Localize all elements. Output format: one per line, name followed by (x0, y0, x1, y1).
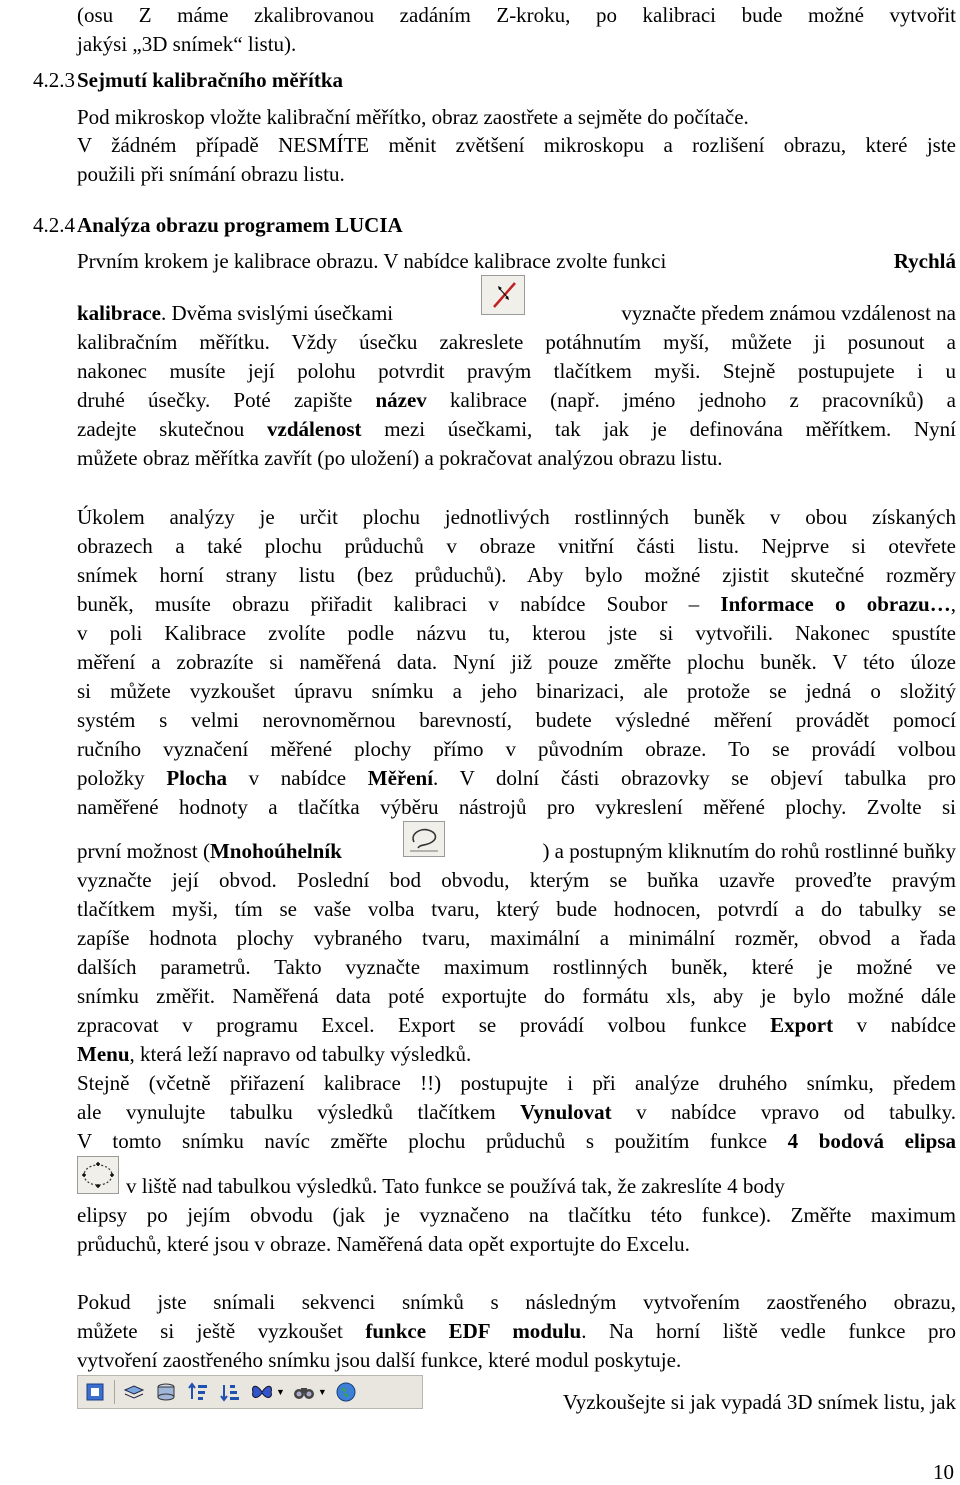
paragraph-line: systém s velmi nerovnoměrnou barevností, budete výsledné měření provádět pomocí (77, 708, 956, 732)
intro-line-1: (osu Z máme zkalibrovanou zadáním Z-kroku, po kalibraci bude možné vytvořit (77, 3, 956, 27)
paragraph-line: kalibračním měřítku. Vždy úsečku zakreslete potáhnutím myší, můžete ji posunout a (77, 330, 956, 354)
sort-down-icon (217, 1379, 243, 1405)
paragraph-line: Úkolem analýzy je určit plochu jednotlivých rostlinných buněk v obou získaných (77, 505, 956, 529)
section-title: Sejmutí kalibračního měřítka (77, 68, 343, 92)
paragraph-line: Stejně (včetně přiřazení kalibrace !!) postupujte i při analýze druhého snímku, předem (77, 1071, 956, 1095)
chevron-down-icon: ▼ (317, 1387, 327, 1397)
paragraph-line: elipsy po jejím obvodu (jak je vyznačeno na tlačítku této funkce). Změřte maximum (77, 1203, 956, 1227)
paragraph-line: měření a zobrazíte si naměřená data. Nyní již pouze změřte plochu buněk. V této úloze (77, 650, 956, 674)
paragraph-line: si můžete vyzkoušet úpravu snímku a jeho binarizaci, ale protože se jedná o složitý (77, 679, 956, 703)
four-point-ellipse-icon (77, 1156, 119, 1194)
paragraph-line: Pokud jste snímali sekvenci snímků s následným vytvořením zaostřeného obrazu, (77, 1290, 956, 1314)
paragraph-line: tlačítkem myši, tím se vaše volba tvaru, který bude hodnocen, potvrdí a do tabulky se (77, 897, 956, 921)
line-measure-icon (481, 275, 525, 315)
paragraph-line: vyznačte předem známou vzdálenost na (621, 301, 956, 325)
paragraph-line: V žádném případě NESMÍTE měnit zvětšení mikroskopu a rozlišení obrazu, které jste (77, 133, 956, 157)
binoculars-icon (291, 1379, 317, 1405)
paragraph-line: vyznačte její obvod. Poslední bod obvodu, kterým se buňka uzavře proveďte pravým (77, 868, 956, 892)
paragraph-line: buněk, musíte obrazu přiřadit kalibraci v nabídce Soubor – Informace o obrazu…, (77, 592, 956, 616)
globe-icon (333, 1379, 359, 1405)
section-number: 4.2.3 (33, 68, 75, 92)
paragraph-line: druhé úsečky. Poté zapište název kalibrace (např. jméno jednoho z pracovníků) a (77, 388, 956, 412)
paragraph-line: ručního vyznačení měřené plochy přímo v původním obraze. To se provádí volbou (77, 737, 956, 761)
paragraph-line: obrazech a také plochu průduchů v obraze vnitřní části listu. Nejprve si otevřete (77, 534, 956, 558)
paragraph-line: naměřené hodnoty a tlačítka výběru nástrojů pro vykreslení měřené plochy. Zvolte si (77, 795, 956, 819)
paragraph-line: zpracovat v programu Excel. Export se provádí volbou funkce Export v nabídce (77, 1013, 957, 1037)
paragraph-line: kalibrace. Dvěma svislými úsečkami (77, 301, 394, 325)
paragraph-line: ) a postupným kliknutím do rohů rostlinné buňky (542, 839, 956, 863)
section-number: 4.2.4 (33, 213, 75, 237)
edf-toolbar (77, 1375, 423, 1409)
paragraph-line: vytvoření zaostřeného snímku jsou další funkce, které modul poskytuje. (77, 1348, 682, 1372)
paragraph-line: V tomto snímku navíc změřte plochu průduchů s použitím funkce 4 bodová elipsa (77, 1129, 956, 1153)
paragraph-line: můžete obraz měřítka zavřít (po uložení) a pokračovat analýzou obrazu listu. (77, 446, 723, 470)
paragraph-line: nakonec musíte její polohu potvrdit pravým tlačítkem myši. Stejně postupujete i u (77, 359, 956, 383)
stack-icon (153, 1379, 179, 1405)
paragraph-line: Menu, která leží napravo od tabulky výsledků. (77, 1042, 472, 1066)
intro-line-2: jakýsi „3D snímek“ listu). (77, 32, 297, 56)
paragraph-line: zadejte skutečnou vzdálenost mezi úsečkami, tak jak je definována měřítkem. Nyní (77, 417, 956, 441)
polygon-lasso-icon (403, 821, 445, 857)
paragraph-line: Pod mikroskop vložte kalibrační měřítko, obraz zaostřete a sejměte do počítače. (77, 105, 749, 129)
paragraph-line: položky Plocha v nabídce Měření. V dolní části obrazovky se objeví tabulka pro (77, 766, 957, 790)
select-icon (82, 1379, 108, 1405)
paragraph-line: ale vynulujte tabulku výsledků tlačítkem Vynulovat v nabídce vpravo od tabulky. (77, 1100, 956, 1124)
paragraph-line: Vyzkoušejte si jak vypadá 3D snímek listu, jak (562, 1390, 956, 1414)
paragraph-line: v liště nad tabulkou výsledků. Tato funkce se používá tak, že zakreslíte 4 body (126, 1174, 785, 1198)
toolbar-separator (114, 1380, 115, 1404)
paragraph-line: snímek horní strany listu (bez průduchů). Aby bylo možné zjistit skutečné rozměry (77, 563, 956, 587)
paragraph-line: Prvním krokem je kalibrace obrazu. V nabídce kalibrace zvolte funkci Rychlá (77, 249, 956, 273)
paragraph-line: snímku změřit. Naměřená data poté exportujte do formátu xls, aby je bylo možné dále (77, 984, 956, 1008)
section-title: Analýza obrazu programem LUCIA (77, 213, 403, 237)
butterfly-icon (249, 1379, 275, 1405)
paragraph-line: v poli Kalibrace zvolíte podle názvu tu, kterou jste si vytvořili. Nakonec spustíte (77, 621, 956, 645)
paragraph-line: první možnost (Mnohoúhelník (77, 839, 342, 863)
sort-up-icon (185, 1379, 211, 1405)
paragraph-line: zapíše hodnota plochy vybraného tvaru, maximální a minimální rozměr, obvod a řada (77, 926, 956, 950)
paragraph-line: můžete si ještě vyzkoušet funkce EDF modulu. Na horní liště vedle funkce pro (77, 1319, 956, 1343)
page-number: 10 (933, 1460, 954, 1484)
chevron-down-icon: ▼ (276, 1387, 285, 1397)
paragraph-line: použili při snímání obrazu listu. (77, 162, 345, 186)
paragraph-line: dalších parametrů. Takto vyznačte maximum rostlinných buněk, které je možné ve (77, 955, 956, 979)
paragraph-line: průduchů, které jsou v obraze. Naměřená data opět exportujte do Excelu. (77, 1232, 690, 1256)
layers-icon (121, 1379, 147, 1405)
